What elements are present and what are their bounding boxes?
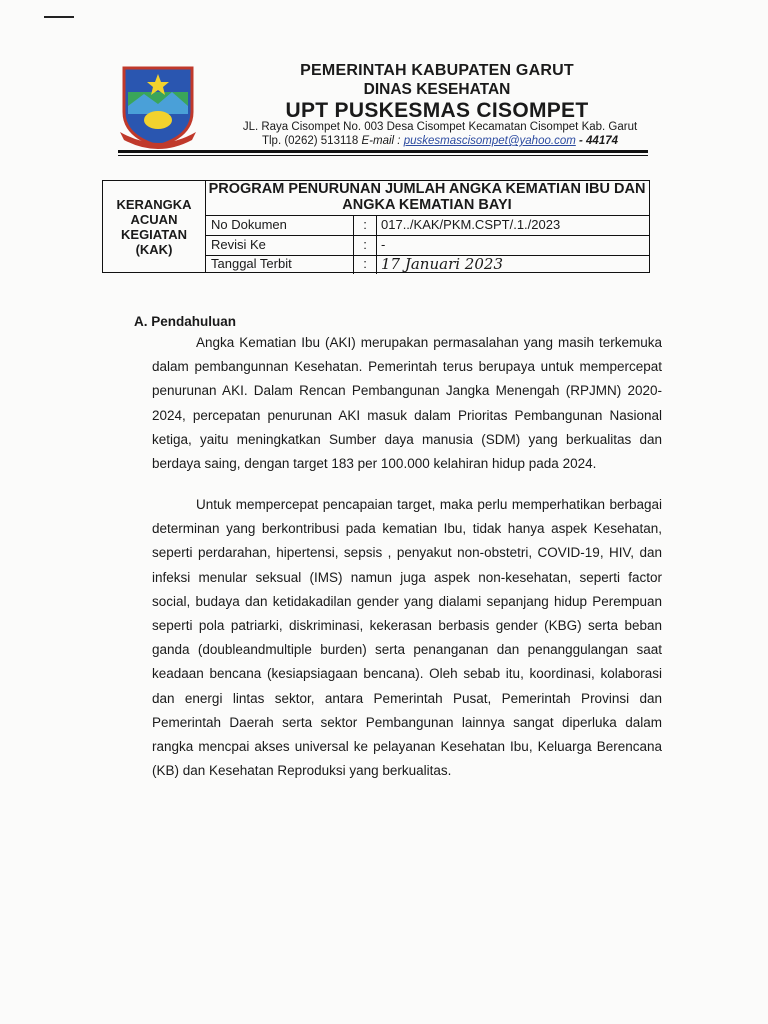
kak-row-document-number [205,216,649,236]
row-value: - [381,237,386,252]
row-colon: : [353,236,377,255]
address-block [230,120,650,148]
letterhead-rule-thick [118,150,648,153]
government-name: PEMERINTAH KABUPATEN GARUT [300,62,574,79]
paragraph: Angka Kematian Ibu (AKI) merupakan permasalahan yang masih terkemuka dalam pembangunnan Kesehatan. Pemerintah terus berupaya untuk mempercepat penurunan AKI. Dalam Rencan Pembangunan Jangka Menengah (RPJMN) 2020-2024, percepatan penurunan AKI masuk dalam Prioritas Pembangunan Nasional ketiga, yaitu meningkatkan Sumber daya manusia (SDM) yang berkualitas dan berdaya saing, dengan target 183 per 100.000 kelahiran hidup pada 2024. [152,335,662,472]
program-title: PROGRAM PENURUNAN JUMLAH ANGKA KEMATIAN IBU DAN ANGKA KEMATIAN BAYI [205,181,649,216]
row-label: Tanggal Terbit [211,256,292,271]
row-value: 017../KAK/PKM.CSPT/.1./2023 [381,217,561,232]
paragraph: Untuk mempercepat pencapaian target, maka perlu memperhatikan berbagai determinan yang berkontribusi pada kematian Ibu, tidak hanya aspek Kesehatan, seperti perdarahan, hipertensi, sepsis , penyakut non-obstetri, COVID-19, HIV, dan infeksi menular seksual (IMS) namun juga aspek non-kesehatan, seperti factor social, budaya dan ketidakadilan gender yang dialami sepanjang hidup Perempuan seperti pola patriarki, diskriminasi, kekerasan berbasis gender (KBG) serta beban ganda (doubleandmultiple burden) serta penanganan dan penanggulangan saat keadaan bencana (kesiapsiagaan bencana). Oleh sebab itu, koordinasi, kolaborasi dan energi lintas sektor, antara Pemerintah Pusat, Pemerintah Provinsi dan Pemerintah Daerah serta sektor Pembangunan lainnya sangat diperluka dalam rangka mencpai akses universal ke pelayanan Kesehatan Ibu, Keluarga Berencana (KB) dan Kesehatan Reproduksi yang berkualitas. [152,497,662,779]
garut-regency-logo [118,62,198,152]
letterhead-rule-thin [118,155,648,156]
postal-code: - 44174 [579,135,619,147]
phone: Tlp. (0262) 513118 [261,135,359,147]
section-heading: A. Pendahuluan [134,314,237,329]
kak-table [102,180,650,273]
email-label: E-mail : [361,135,401,147]
letterhead [222,62,652,123]
institution-name: UPT PUSKESMAS CISOMPET [285,99,589,122]
kak-row-revision [205,236,649,256]
address-line: JL. Raya Cisompet No. 003 Desa Cisompet Kecamatan Cisompet Kab. Garut [242,121,638,133]
row-colon: : [353,255,377,274]
kak-label: KERANGKA ACUAN KEGIATAN (KAK) [103,181,206,272]
department-name: DINAS KESEHATAN [363,81,511,98]
row-value-handwritten: 17 Januari 2023 [381,255,503,273]
row-label: Revisi Ke [211,237,266,252]
email-link[interactable]: puskesmascisompet@yahoo.com [403,135,576,147]
row-label: No Dokumen [211,217,287,232]
contact-line [230,134,650,148]
row-colon: : [353,216,377,235]
corner-mark [44,16,74,18]
kak-row-issue-date [205,255,649,274]
